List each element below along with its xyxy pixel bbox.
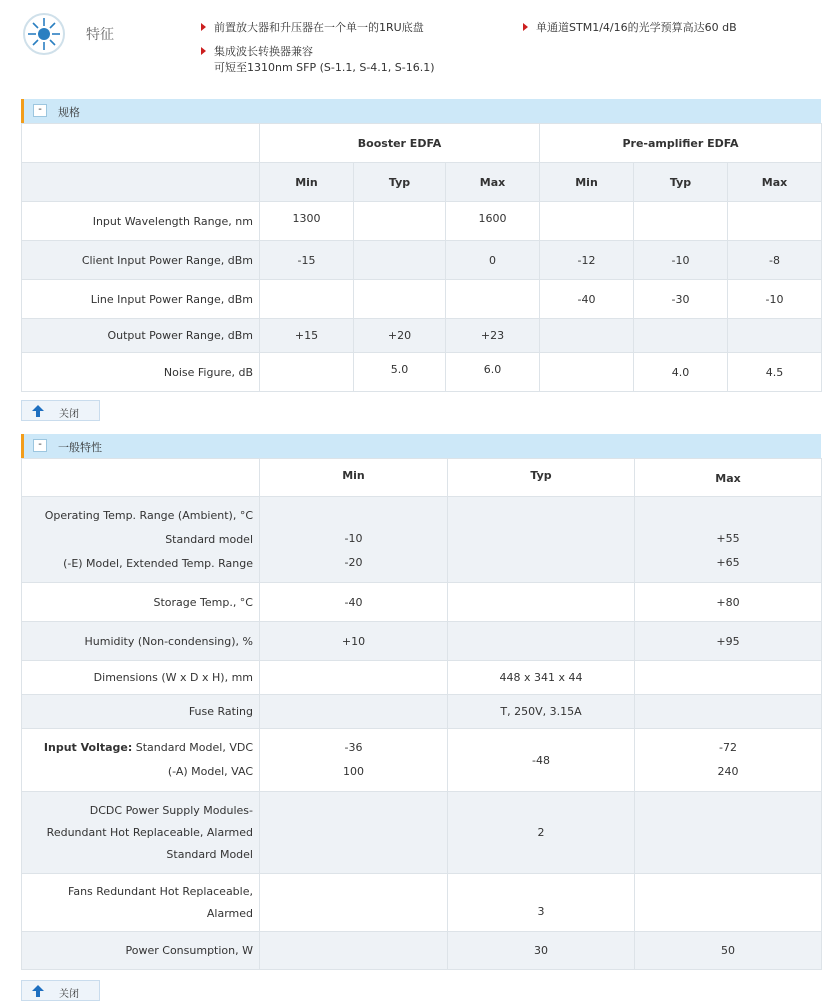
table-row bbox=[22, 792, 822, 874]
table-row bbox=[22, 353, 822, 392]
col-max: Max bbox=[446, 163, 540, 202]
value-cell bbox=[540, 353, 634, 392]
table-row bbox=[22, 497, 822, 583]
value-cell bbox=[635, 792, 822, 874]
spec-section-title: 规格 bbox=[58, 106, 80, 119]
value-cell: -36 100 bbox=[260, 729, 448, 792]
spec-group-header-row bbox=[22, 124, 822, 163]
feature-item-3-sub: 可短至1310nm SFP (S-1.1, S-4.1, S-16.1) bbox=[214, 61, 435, 74]
general-table bbox=[21, 458, 822, 970]
table-row bbox=[22, 241, 822, 280]
value-cell: 30 bbox=[448, 932, 635, 970]
general-section-title: 一般特性 bbox=[58, 441, 102, 454]
value-cell bbox=[448, 497, 635, 583]
value-cell bbox=[260, 792, 448, 874]
table-row bbox=[22, 280, 822, 319]
col-max: Max bbox=[728, 163, 822, 202]
col-min: Min bbox=[260, 163, 354, 202]
value-cell: -30 bbox=[634, 280, 728, 319]
value-cell: 0 bbox=[446, 241, 540, 280]
value-cell: +15 bbox=[260, 319, 354, 353]
value-cell: -15 bbox=[260, 241, 354, 280]
col-typ: Typ bbox=[634, 163, 728, 202]
close-button[interactable] bbox=[21, 980, 100, 1001]
value-cell: -10 -20 bbox=[260, 497, 448, 583]
row-label: Operating Temp. Range (Ambient), °C Standard model (-E) Model, Extended Temp. Range bbox=[22, 497, 260, 583]
preamp-edfa-header: Pre-amplifier EDFA bbox=[540, 124, 822, 163]
value-cell: +55 +65 bbox=[635, 497, 822, 583]
value-cell bbox=[354, 280, 446, 319]
close-label: 关闭 bbox=[59, 989, 79, 1000]
collapse-toggle[interactable]: - bbox=[33, 439, 47, 452]
arrow-up-icon bbox=[32, 985, 44, 997]
features-section bbox=[0, 0, 834, 95]
general-section-header bbox=[21, 434, 821, 458]
value-cell bbox=[634, 202, 728, 241]
table-row bbox=[22, 622, 822, 661]
close-label: 关闭 bbox=[59, 409, 79, 420]
value-cell: 6.0 bbox=[446, 353, 540, 392]
value-cell bbox=[540, 202, 634, 241]
value-cell bbox=[448, 622, 635, 661]
row-label: Output Power Range, dBm bbox=[22, 319, 260, 353]
table-row bbox=[22, 202, 822, 241]
row-label: Input Voltage: Standard Model, VDC (-A) Model, VAC bbox=[22, 729, 260, 792]
bullet-arrow-icon bbox=[201, 47, 206, 55]
value-cell: -72 240 bbox=[635, 729, 822, 792]
table-row bbox=[22, 695, 822, 729]
feature-item-2: 单通道STM1/4/16的光学预算高达60 dB bbox=[523, 20, 737, 36]
value-cell bbox=[260, 695, 448, 729]
value-cell: 3 bbox=[448, 874, 635, 932]
table-row bbox=[22, 661, 822, 695]
value-cell bbox=[634, 319, 728, 353]
col-typ: Typ bbox=[354, 163, 446, 202]
value-cell: -10 bbox=[728, 280, 822, 319]
table-row bbox=[22, 874, 822, 932]
table-row bbox=[22, 583, 822, 622]
value-cell bbox=[446, 280, 540, 319]
value-cell bbox=[635, 874, 822, 932]
row-label: Client Input Power Range, dBm bbox=[22, 241, 260, 280]
value-cell: +95 bbox=[635, 622, 822, 661]
value-cell bbox=[260, 932, 448, 970]
value-cell: +10 bbox=[260, 622, 448, 661]
value-cell: -10 bbox=[634, 241, 728, 280]
booster-edfa-header: Booster EDFA bbox=[260, 124, 540, 163]
row-label: Power Consumption, W bbox=[22, 932, 260, 970]
close-button[interactable] bbox=[21, 400, 100, 421]
col-max: Max bbox=[635, 459, 822, 497]
value-cell: -8 bbox=[728, 241, 822, 280]
value-cell: 1300 bbox=[260, 202, 354, 241]
value-cell: 50 bbox=[635, 932, 822, 970]
value-cell: -48 bbox=[448, 729, 635, 792]
value-cell bbox=[635, 695, 822, 729]
row-label: Input Wavelength Range, nm bbox=[22, 202, 260, 241]
value-cell: -12 bbox=[540, 241, 634, 280]
value-cell: -40 bbox=[540, 280, 634, 319]
value-cell: 1600 bbox=[446, 202, 540, 241]
empty-cell bbox=[22, 124, 260, 163]
table-row bbox=[22, 319, 822, 353]
empty-cell bbox=[22, 163, 260, 202]
spec-table bbox=[21, 123, 822, 392]
value-cell bbox=[635, 661, 822, 695]
bullet-arrow-icon bbox=[201, 23, 206, 31]
value-cell bbox=[540, 319, 634, 353]
row-label: DCDC Power Supply Modules- Redundant Hot Replaceable, Alarmed Standard Model bbox=[22, 792, 260, 874]
col-min: Min bbox=[260, 459, 448, 497]
value-cell bbox=[728, 202, 822, 241]
value-cell: +80 bbox=[635, 583, 822, 622]
row-label: Fuse Rating bbox=[22, 695, 260, 729]
value-cell bbox=[354, 202, 446, 241]
value-cell bbox=[448, 583, 635, 622]
col-min: Min bbox=[540, 163, 634, 202]
table-row bbox=[22, 932, 822, 970]
row-label: Line Input Power Range, dBm bbox=[22, 280, 260, 319]
arrow-up-icon bbox=[32, 405, 44, 417]
spec-section-header bbox=[21, 99, 821, 123]
value-cell bbox=[260, 661, 448, 695]
value-cell bbox=[260, 874, 448, 932]
value-cell: 448 x 341 x 44 bbox=[448, 661, 635, 695]
value-cell: +23 bbox=[446, 319, 540, 353]
row-label: Dimensions (W x D x H), mm bbox=[22, 661, 260, 695]
value-cell: T, 250V, 3.15A bbox=[448, 695, 635, 729]
value-cell bbox=[728, 319, 822, 353]
value-cell bbox=[260, 353, 354, 392]
table-row bbox=[22, 729, 822, 792]
feature-item-3: 集成波长转换器兼容 可短至1310nm SFP (S-1.1, S-4.1, S-16.1) bbox=[201, 44, 435, 76]
col-typ: Typ bbox=[448, 459, 635, 497]
value-cell bbox=[260, 280, 354, 319]
value-cell: 4.0 bbox=[634, 353, 728, 392]
features-title: 特征 bbox=[86, 27, 114, 43]
value-cell bbox=[354, 241, 446, 280]
value-cell: -40 bbox=[260, 583, 448, 622]
row-label: Storage Temp., °C bbox=[22, 583, 260, 622]
spec-column-header-row bbox=[22, 163, 822, 202]
bullet-arrow-icon bbox=[523, 23, 528, 31]
row-label: Noise Figure, dB bbox=[22, 353, 260, 392]
collapse-toggle[interactable]: - bbox=[33, 104, 47, 117]
value-cell: 5.0 bbox=[354, 353, 446, 392]
row-label: Humidity (Non-condensing), % bbox=[22, 622, 260, 661]
feature-item-1: 前置放大器和升压器在一个单一的1RU底盘 bbox=[201, 20, 424, 36]
value-cell: 2 bbox=[448, 792, 635, 874]
value-cell: 4.5 bbox=[728, 353, 822, 392]
value-cell: +20 bbox=[354, 319, 446, 353]
empty-cell bbox=[22, 459, 260, 497]
laser-icon bbox=[22, 12, 66, 56]
general-column-header-row bbox=[22, 459, 822, 497]
row-label: Fans Redundant Hot Replaceable, Alarmed bbox=[22, 874, 260, 932]
